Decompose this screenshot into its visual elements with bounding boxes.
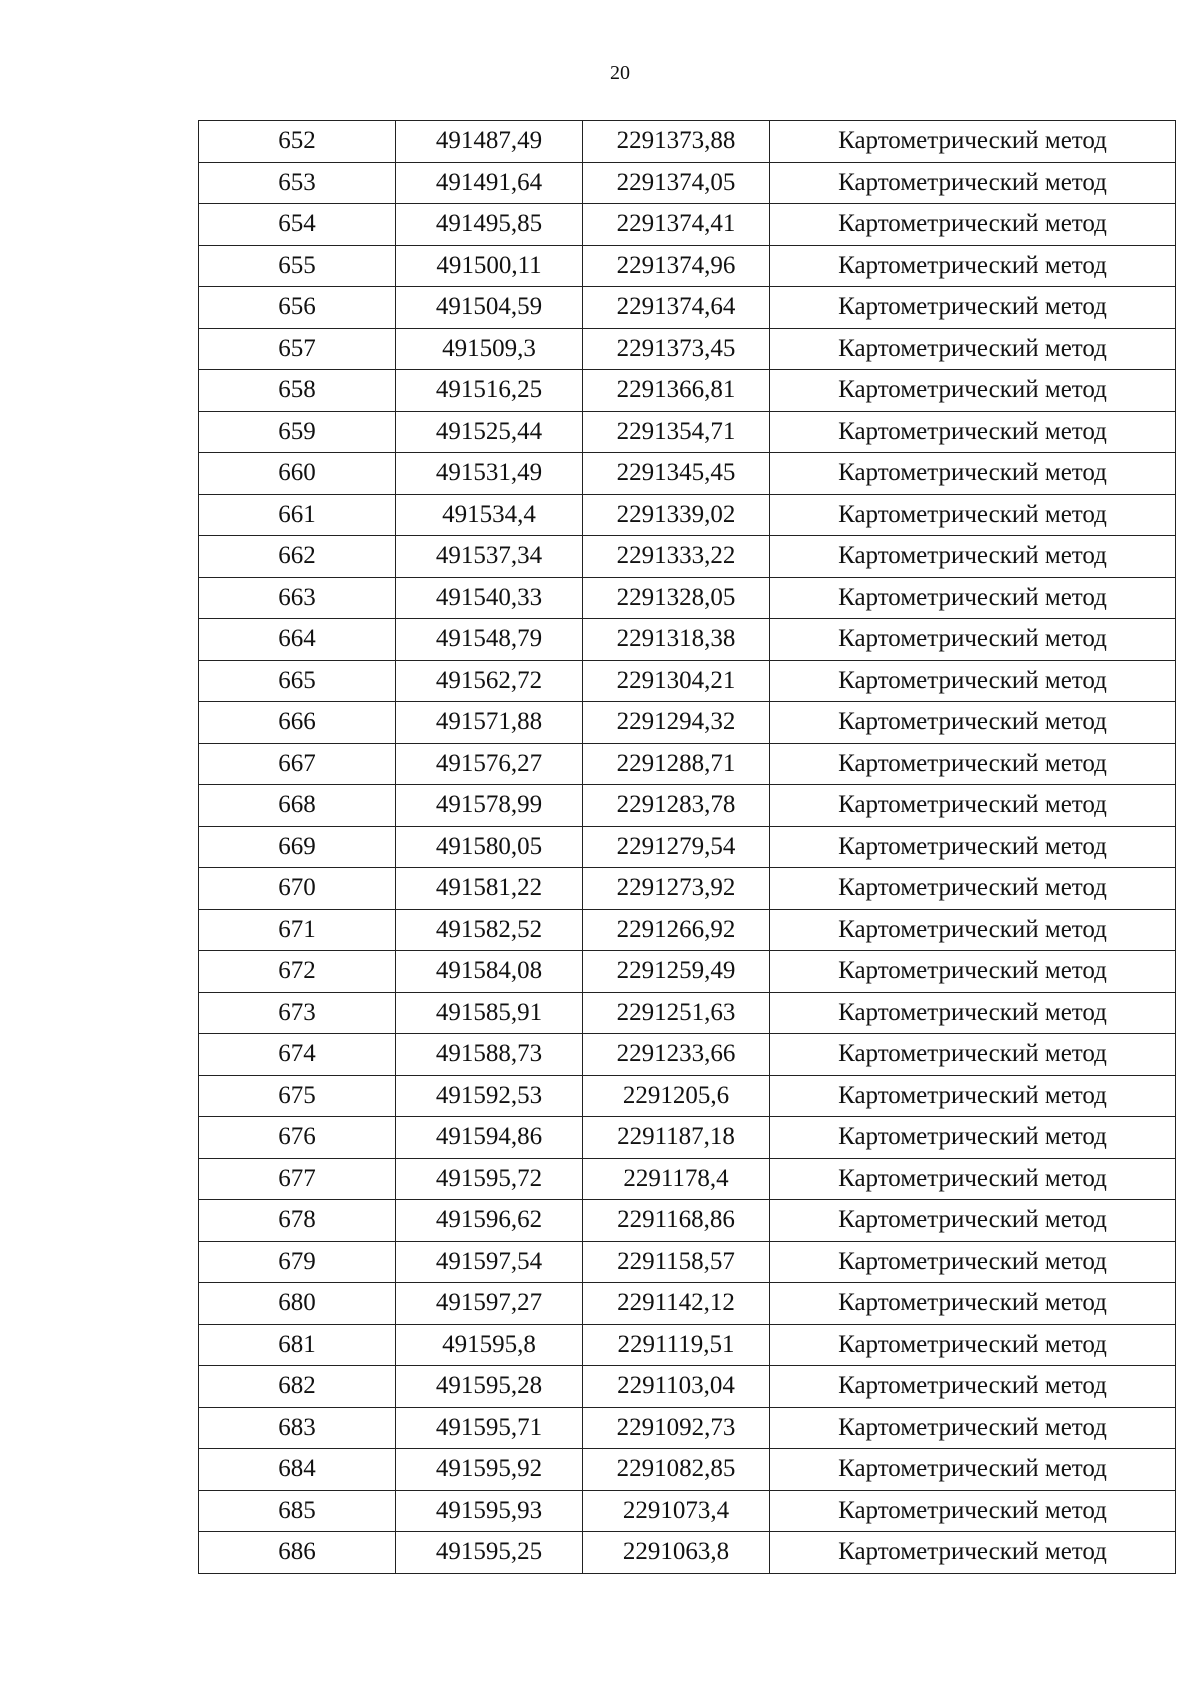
x-coordinate-cell: 491584,08 [396,951,583,993]
method-cell: Картометрический метод [770,660,1176,702]
x-coordinate-cell: 491595,71 [396,1407,583,1449]
point-number-cell: 668 [199,785,396,827]
y-coordinate-cell: 2291374,64 [583,287,770,329]
x-coordinate-cell: 491509,3 [396,328,583,370]
table-row [199,743,1176,785]
table-row [199,245,1176,287]
point-number-cell: 654 [199,204,396,246]
method-cell: Картометрический метод [770,577,1176,619]
method-cell: Картометрический метод [770,868,1176,910]
x-coordinate-cell: 491578,99 [396,785,583,827]
x-coordinate-cell: 491597,27 [396,1283,583,1325]
table-row [199,1324,1176,1366]
method-cell: Картометрический метод [770,1200,1176,1242]
table-row [199,121,1176,163]
table-row [199,909,1176,951]
point-number-cell: 684 [199,1449,396,1491]
y-coordinate-cell: 2291366,81 [583,370,770,412]
table-row [199,536,1176,578]
point-number-cell: 662 [199,536,396,578]
table-row [199,1449,1176,1491]
table-row [199,1034,1176,1076]
y-coordinate-cell: 2291294,32 [583,702,770,744]
x-coordinate-cell: 491595,93 [396,1490,583,1532]
method-cell: Картометрический метод [770,1449,1176,1491]
point-number-cell: 660 [199,453,396,495]
point-number-cell: 659 [199,411,396,453]
method-cell: Картометрический метод [770,121,1176,163]
point-number-cell: 661 [199,494,396,536]
x-coordinate-cell: 491597,54 [396,1241,583,1283]
method-cell: Картометрический метод [770,453,1176,495]
point-number-cell: 675 [199,1075,396,1117]
point-number-cell: 682 [199,1366,396,1408]
x-coordinate-cell: 491580,05 [396,826,583,868]
x-coordinate-cell: 491595,25 [396,1532,583,1574]
method-cell: Картометрический метод [770,826,1176,868]
x-coordinate-cell: 491595,92 [396,1449,583,1491]
coordinates-table-body [199,121,1176,1574]
table-row [199,453,1176,495]
y-coordinate-cell: 2291168,86 [583,1200,770,1242]
y-coordinate-cell: 2291233,66 [583,1034,770,1076]
table-row [199,1075,1176,1117]
point-number-cell: 670 [199,868,396,910]
point-number-cell: 681 [199,1324,396,1366]
method-cell: Картометрический метод [770,411,1176,453]
point-number-cell: 652 [199,121,396,163]
x-coordinate-cell: 491534,4 [396,494,583,536]
y-coordinate-cell: 2291374,05 [583,162,770,204]
method-cell: Картометрический метод [770,1407,1176,1449]
point-number-cell: 657 [199,328,396,370]
y-coordinate-cell: 2291142,12 [583,1283,770,1325]
method-cell: Картометрический метод [770,204,1176,246]
point-number-cell: 664 [199,619,396,661]
table-row [199,785,1176,827]
method-cell: Картометрический метод [770,1324,1176,1366]
table-row [199,1490,1176,1532]
table-row [199,702,1176,744]
y-coordinate-cell: 2291103,04 [583,1366,770,1408]
method-cell: Картометрический метод [770,536,1176,578]
point-number-cell: 667 [199,743,396,785]
x-coordinate-cell: 491487,49 [396,121,583,163]
point-number-cell: 653 [199,162,396,204]
table-row [199,370,1176,412]
y-coordinate-cell: 2291374,96 [583,245,770,287]
point-number-cell: 672 [199,951,396,993]
y-coordinate-cell: 2291304,21 [583,660,770,702]
table-row [199,660,1176,702]
x-coordinate-cell: 491588,73 [396,1034,583,1076]
point-number-cell: 679 [199,1241,396,1283]
table-row [199,1241,1176,1283]
table-row [199,1117,1176,1159]
x-coordinate-cell: 491537,34 [396,536,583,578]
table-row [199,1158,1176,1200]
x-coordinate-cell: 491491,64 [396,162,583,204]
y-coordinate-cell: 2291373,88 [583,121,770,163]
method-cell: Картометрический метод [770,909,1176,951]
table-row [199,826,1176,868]
point-number-cell: 669 [199,826,396,868]
point-number-cell: 655 [199,245,396,287]
y-coordinate-cell: 2291251,63 [583,992,770,1034]
method-cell: Картометрический метод [770,1117,1176,1159]
y-coordinate-cell: 2291328,05 [583,577,770,619]
x-coordinate-cell: 491571,88 [396,702,583,744]
method-cell: Картометрический метод [770,785,1176,827]
table-row [199,1283,1176,1325]
x-coordinate-cell: 491531,49 [396,453,583,495]
table-row [199,204,1176,246]
method-cell: Картометрический метод [770,1158,1176,1200]
y-coordinate-cell: 2291158,57 [583,1241,770,1283]
point-number-cell: 656 [199,287,396,329]
y-coordinate-cell: 2291178,4 [583,1158,770,1200]
method-cell: Картометрический метод [770,1034,1176,1076]
x-coordinate-cell: 491562,72 [396,660,583,702]
point-number-cell: 677 [199,1158,396,1200]
point-number-cell: 666 [199,702,396,744]
x-coordinate-cell: 491596,62 [396,1200,583,1242]
y-coordinate-cell: 2291092,73 [583,1407,770,1449]
method-cell: Картометрический метод [770,370,1176,412]
x-coordinate-cell: 491581,22 [396,868,583,910]
method-cell: Картометрический метод [770,245,1176,287]
point-number-cell: 665 [199,660,396,702]
table-row [199,328,1176,370]
point-number-cell: 674 [199,1034,396,1076]
x-coordinate-cell: 491576,27 [396,743,583,785]
x-coordinate-cell: 491525,44 [396,411,583,453]
point-number-cell: 683 [199,1407,396,1449]
table-row [199,162,1176,204]
y-coordinate-cell: 2291354,71 [583,411,770,453]
method-cell: Картометрический метод [770,1283,1176,1325]
table-row [199,868,1176,910]
method-cell: Картометрический метод [770,702,1176,744]
y-coordinate-cell: 2291205,6 [583,1075,770,1117]
method-cell: Картометрический метод [770,328,1176,370]
table-row [199,1200,1176,1242]
y-coordinate-cell: 2291339,02 [583,494,770,536]
table-row [199,992,1176,1034]
point-number-cell: 673 [199,992,396,1034]
page-number: 20 [610,62,630,84]
y-coordinate-cell: 2291073,4 [583,1490,770,1532]
method-cell: Картометрический метод [770,162,1176,204]
method-cell: Картометрический метод [770,1490,1176,1532]
method-cell: Картометрический метод [770,951,1176,993]
y-coordinate-cell: 2291063,8 [583,1532,770,1574]
table-row [199,619,1176,661]
table-row [199,411,1176,453]
y-coordinate-cell: 2291318,38 [583,619,770,661]
method-cell: Картометрический метод [770,1075,1176,1117]
table-row [199,494,1176,536]
y-coordinate-cell: 2291082,85 [583,1449,770,1491]
y-coordinate-cell: 2291266,92 [583,909,770,951]
x-coordinate-cell: 491500,11 [396,245,583,287]
method-cell: Картометрический метод [770,992,1176,1034]
x-coordinate-cell: 491540,33 [396,577,583,619]
point-number-cell: 686 [199,1532,396,1574]
point-number-cell: 658 [199,370,396,412]
y-coordinate-cell: 2291373,45 [583,328,770,370]
table-row [199,1366,1176,1408]
table-row [199,1532,1176,1574]
point-number-cell: 676 [199,1117,396,1159]
table-row [199,951,1176,993]
table-row [199,577,1176,619]
y-coordinate-cell: 2291374,41 [583,204,770,246]
point-number-cell: 685 [199,1490,396,1532]
table-row [199,1407,1176,1449]
x-coordinate-cell: 491592,53 [396,1075,583,1117]
x-coordinate-cell: 491595,28 [396,1366,583,1408]
table-row [199,287,1176,329]
coordinates-table [198,120,1176,1574]
y-coordinate-cell: 2291187,18 [583,1117,770,1159]
y-coordinate-cell: 2291283,78 [583,785,770,827]
method-cell: Картометрический метод [770,1366,1176,1408]
x-coordinate-cell: 491582,52 [396,909,583,951]
y-coordinate-cell: 2291273,92 [583,868,770,910]
y-coordinate-cell: 2291279,54 [583,826,770,868]
method-cell: Картометрический метод [770,287,1176,329]
y-coordinate-cell: 2291288,71 [583,743,770,785]
x-coordinate-cell: 491595,8 [396,1324,583,1366]
y-coordinate-cell: 2291259,49 [583,951,770,993]
method-cell: Картометрический метод [770,494,1176,536]
x-coordinate-cell: 491594,86 [396,1117,583,1159]
point-number-cell: 663 [199,577,396,619]
point-number-cell: 680 [199,1283,396,1325]
y-coordinate-cell: 2291119,51 [583,1324,770,1366]
y-coordinate-cell: 2291333,22 [583,536,770,578]
point-number-cell: 678 [199,1200,396,1242]
x-coordinate-cell: 491495,85 [396,204,583,246]
point-number-cell: 671 [199,909,396,951]
y-coordinate-cell: 2291345,45 [583,453,770,495]
x-coordinate-cell: 491516,25 [396,370,583,412]
x-coordinate-cell: 491595,72 [396,1158,583,1200]
method-cell: Картометрический метод [770,1532,1176,1574]
method-cell: Картометрический метод [770,619,1176,661]
method-cell: Картометрический метод [770,743,1176,785]
method-cell: Картометрический метод [770,1241,1176,1283]
x-coordinate-cell: 491548,79 [396,619,583,661]
x-coordinate-cell: 491504,59 [396,287,583,329]
x-coordinate-cell: 491585,91 [396,992,583,1034]
